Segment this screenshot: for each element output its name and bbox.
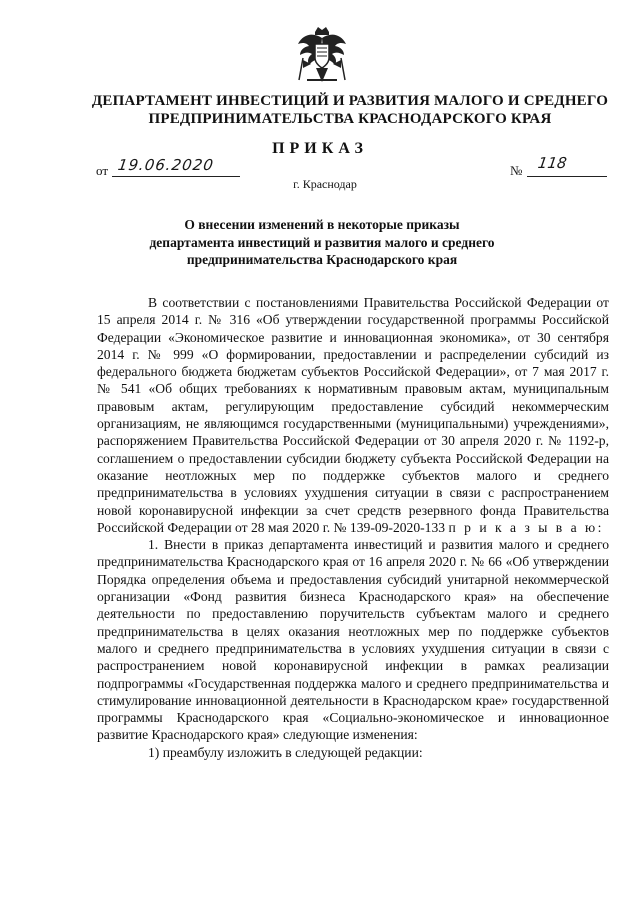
number-prefix: №: [510, 163, 523, 178]
document-title-line2: департамента инвестиций и развития малого и среднего: [149, 234, 495, 250]
document-title: [120, 216, 524, 269]
document-type: ПРИКАЗ: [272, 140, 368, 157]
number-value: 118: [536, 154, 568, 172]
document-title-line1: О внесении изменений в некоторые приказы: [184, 217, 460, 232]
paragraph-item-1: 1. Внести в приказ департамента инвестиций и развития малого и среднего предпринимательства Краснодарского края от 16 апреля 2020 г. № 66 «Об утверждении Порядка определения объема и предоставления субсидий унитарной некоммерческой организации «Фонд развития бизнеса Краснодарского края» на обеспечение деятельности по предоставлению поручительств субъектам малого и среднего предпринимательства в целях оказания неотложных мер по поддержке субъектов малого и среднего предпринимательства в условиях ухудшения ситуации в связи с распространением новой коронавирусной инфекции в рамках реализации подпрограммы «Государственная поддержка малого и среднего предпринимательства и стимулирование инновационной деятельности в Краснодарском крае» государственной программы Краснодарского края «Социально-экономическое и инновационное развитие Краснодарского края» следующие изменения:: [97, 537, 609, 743]
date-prefix: от: [96, 163, 109, 178]
date-value: 19.06.2020: [116, 156, 216, 174]
date-underline: [112, 176, 240, 177]
number-underline: [527, 176, 607, 177]
coat-of-arms-icon: [295, 24, 349, 88]
paragraph-subitem-1: 1) преамбулу изложить в следующей редакции:: [148, 744, 423, 760]
document-title-line3: предпринимательства Краснодарского края: [186, 252, 458, 267]
document-body: [97, 294, 609, 761]
city: г. Краснодар: [293, 177, 357, 191]
preamble-text: В соответствии с постановлениями Правительства Российской Федерации от 15 апреля 2014 г. № 316 «Об утверждении государственной программы Российской Федерации «Экономическое развитие и инновационная экономика», от 30 сентября 2014 г. № 999 «О формировании, предоставлении и распределении субсидий из федерального бюджета бюджетам субъектов Российской Федерации», от 7 мая 2017 г. № 541 «Об общих требованиях к нормативным правовым актам, муниципальным правовым актам, регулирующим предоставление субсидий некоммерческим организациям, не являющимся государственными (муниципальными) учреждениями», распоряжением Правительства Российской Федерации от 30 апреля 2020 г. № 1192-р, соглашением о предоставлении субсидии бюджету субъекта Российской Федерации на оказание неотложных мер по поддержке субъектов малого и среднего предпринимательства в условиях ухудшения ситуации в связи с распространением новой коронавирусной инфекции за счет средств резервного фонда Правительства Российской Федерации от 28 мая 2020 г. № 139-09-2020-133: [97, 295, 609, 535]
order-word: п р и к а з ы в а ю:: [448, 519, 604, 535]
department-name-line1: ДЕПАРТАМЕНТ ИНВЕСТИЦИЙ И РАЗВИТИЯ МАЛОГО И СРЕДНЕГО: [91, 93, 609, 109]
department-name-line2: ПРЕДПРИНИМАТЕЛЬСТВА КРАСНОДАРСКОГО КРАЯ: [148, 111, 552, 127]
paragraph-preamble: [97, 294, 609, 536]
department-name: [80, 92, 620, 128]
